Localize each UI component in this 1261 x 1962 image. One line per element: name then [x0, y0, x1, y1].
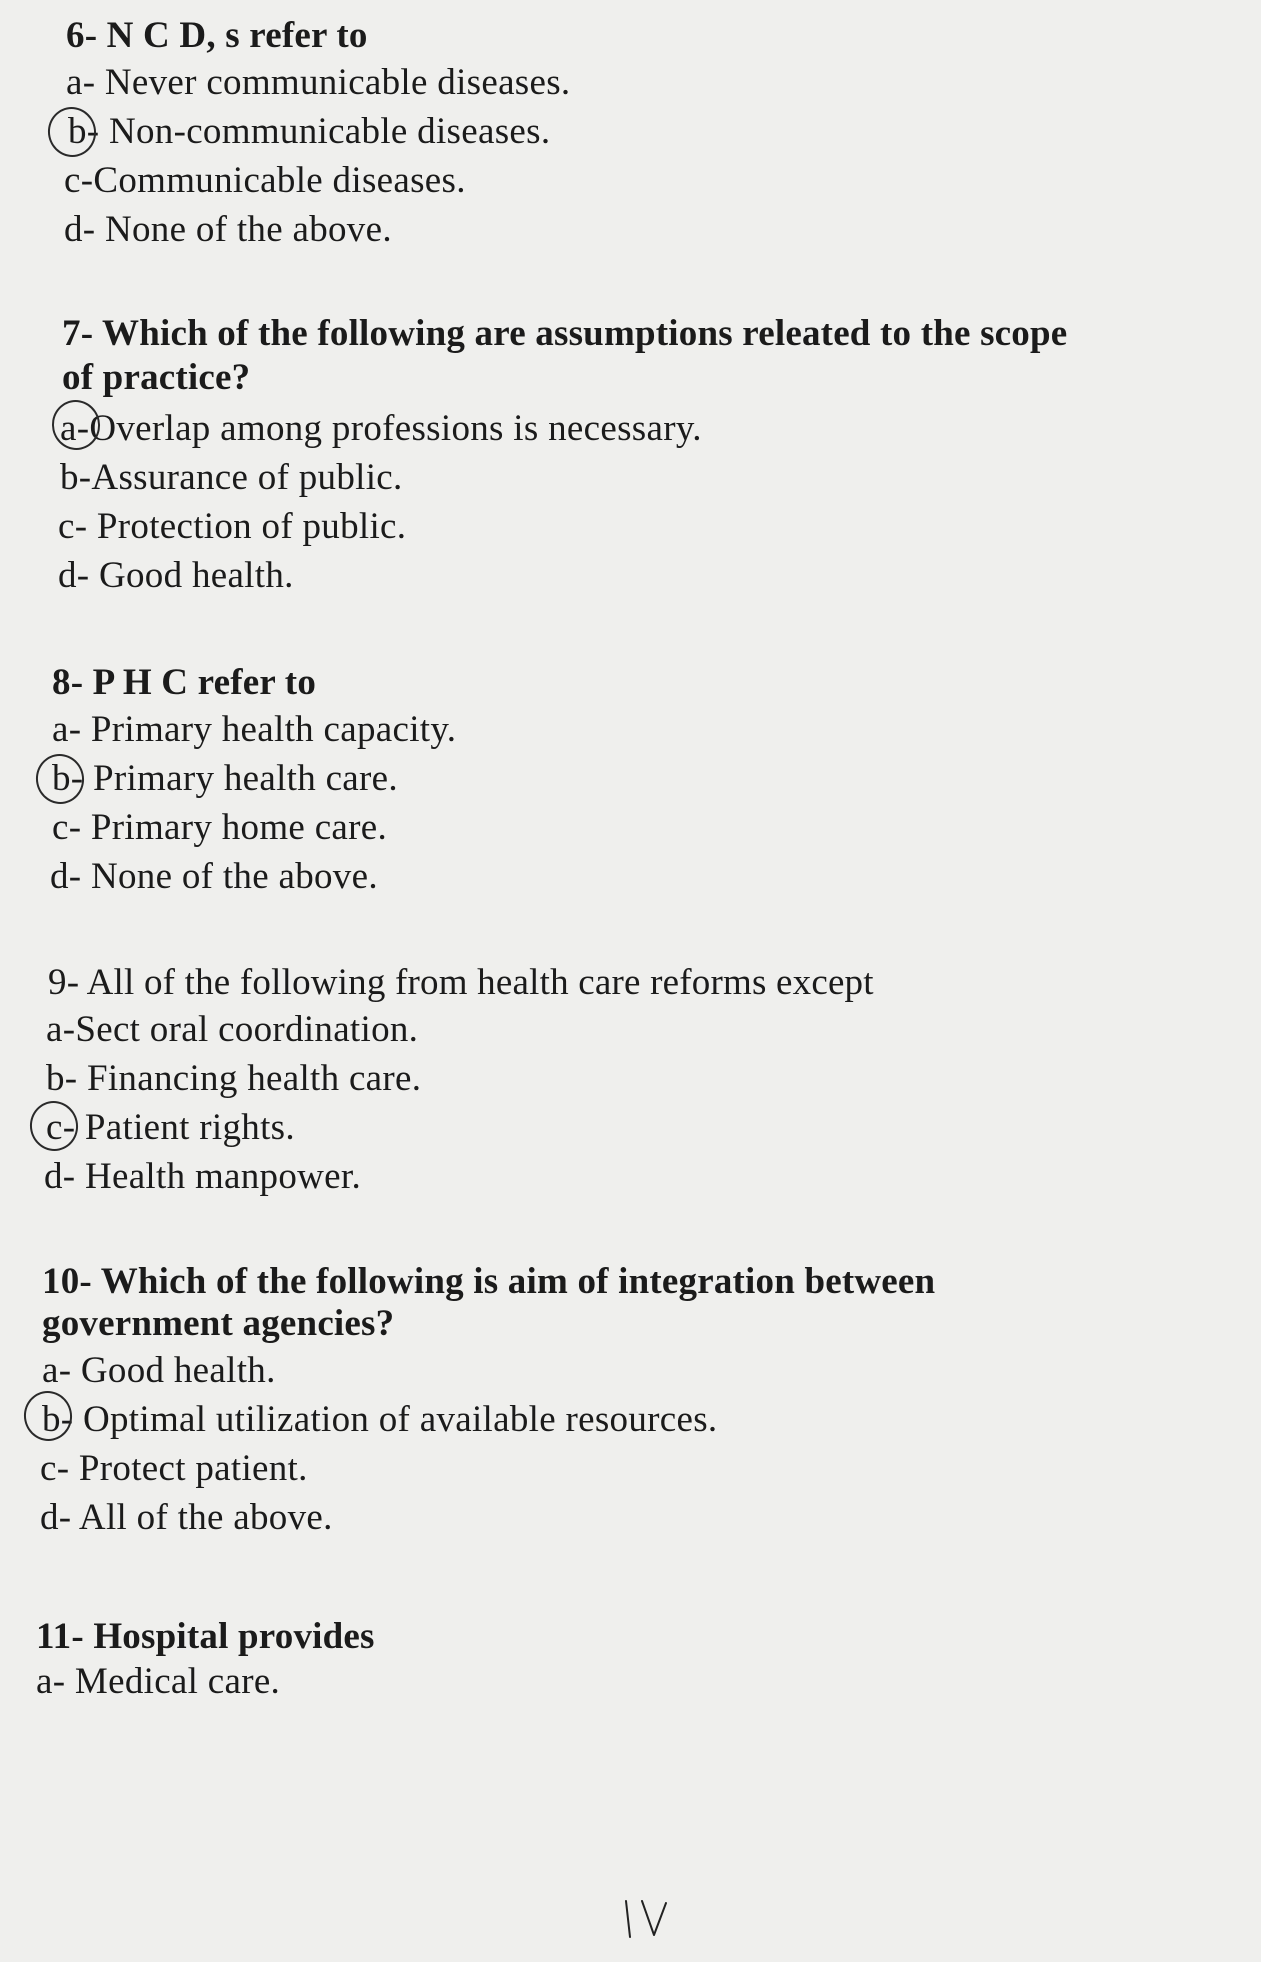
option-text: b- Financing health care.: [46, 1058, 422, 1099]
option-b: [46, 1054, 872, 1103]
option-text: c- Protect patient.: [40, 1448, 308, 1489]
option-text: c- Primary home care.: [52, 807, 388, 848]
option-c: [64, 156, 568, 205]
option-c: [46, 1103, 872, 1152]
question-6: [66, 12, 570, 254]
option-a: [36, 1657, 375, 1706]
option-text: a-Sect oral coordination.: [46, 1009, 419, 1050]
option-text: d- None of the above.: [64, 209, 392, 250]
option-text: b- Primary health care.: [52, 758, 398, 799]
option-d: [64, 205, 568, 254]
option-d: [58, 551, 1063, 600]
option-b: [68, 107, 572, 156]
option-c: [58, 502, 1063, 551]
option-a: [60, 404, 1065, 453]
question-10: [42, 1258, 935, 1542]
option-d: [44, 1152, 870, 1201]
question-11: [36, 1613, 375, 1706]
option-c: [40, 1444, 933, 1493]
handwritten-page-number-mark: [620, 1895, 680, 1943]
option-text: b- Non-communicable diseases.: [68, 111, 551, 152]
option-b: [60, 453, 1065, 502]
option-text: c- Patient rights.: [46, 1107, 295, 1148]
question-title-line-2: of practice?: [62, 357, 251, 398]
question-7: [58, 310, 1068, 600]
option-text: d- Health manpower.: [44, 1156, 362, 1197]
option-text: d- Good health.: [58, 555, 294, 596]
question-title: 8- P H C refer to: [52, 662, 317, 703]
option-a: [52, 705, 456, 754]
question-title: 11- Hospital provides: [36, 1616, 375, 1657]
option-text: c-Communicable diseases.: [64, 160, 466, 201]
question-9: [44, 959, 874, 1201]
question-title: [42, 1258, 935, 1348]
option-a: [42, 1346, 935, 1395]
question-title-line-1: 10- Which of the following is aim of integration between: [42, 1261, 936, 1302]
option-text: b-Assurance of public.: [60, 457, 403, 498]
question-title: 9- All of the following from health care reforms except: [48, 962, 874, 1003]
option-a: [66, 58, 570, 107]
option-d: [40, 1493, 933, 1542]
option-text: b- Optimal utilization of available resources.: [42, 1399, 718, 1440]
question-title: 6- N C D, s refer to: [66, 15, 368, 56]
question-title-line-2: government agencies?: [42, 1303, 395, 1344]
option-text: a- Medical care.: [36, 1661, 281, 1702]
option-text: a-Overlap among professions is necessary.: [60, 408, 702, 449]
option-text: d- All of the above.: [40, 1497, 333, 1538]
option-d: [50, 852, 454, 901]
option-b: [52, 754, 456, 803]
option-text: d- None of the above.: [50, 856, 378, 897]
option-b: [42, 1395, 935, 1444]
question-title: [62, 310, 1067, 402]
option-text: a- Primary health capacity.: [52, 709, 457, 750]
option-a: [46, 1005, 872, 1054]
question-title-line-1: 7- Which of the following are assumptions releated to the scope: [62, 313, 1068, 354]
option-text: a- Never communicable diseases.: [66, 62, 571, 103]
option-text: c- Protection of public.: [58, 506, 407, 547]
option-c: [52, 803, 456, 852]
question-8: [52, 659, 456, 901]
option-text: a- Good health.: [42, 1350, 276, 1391]
